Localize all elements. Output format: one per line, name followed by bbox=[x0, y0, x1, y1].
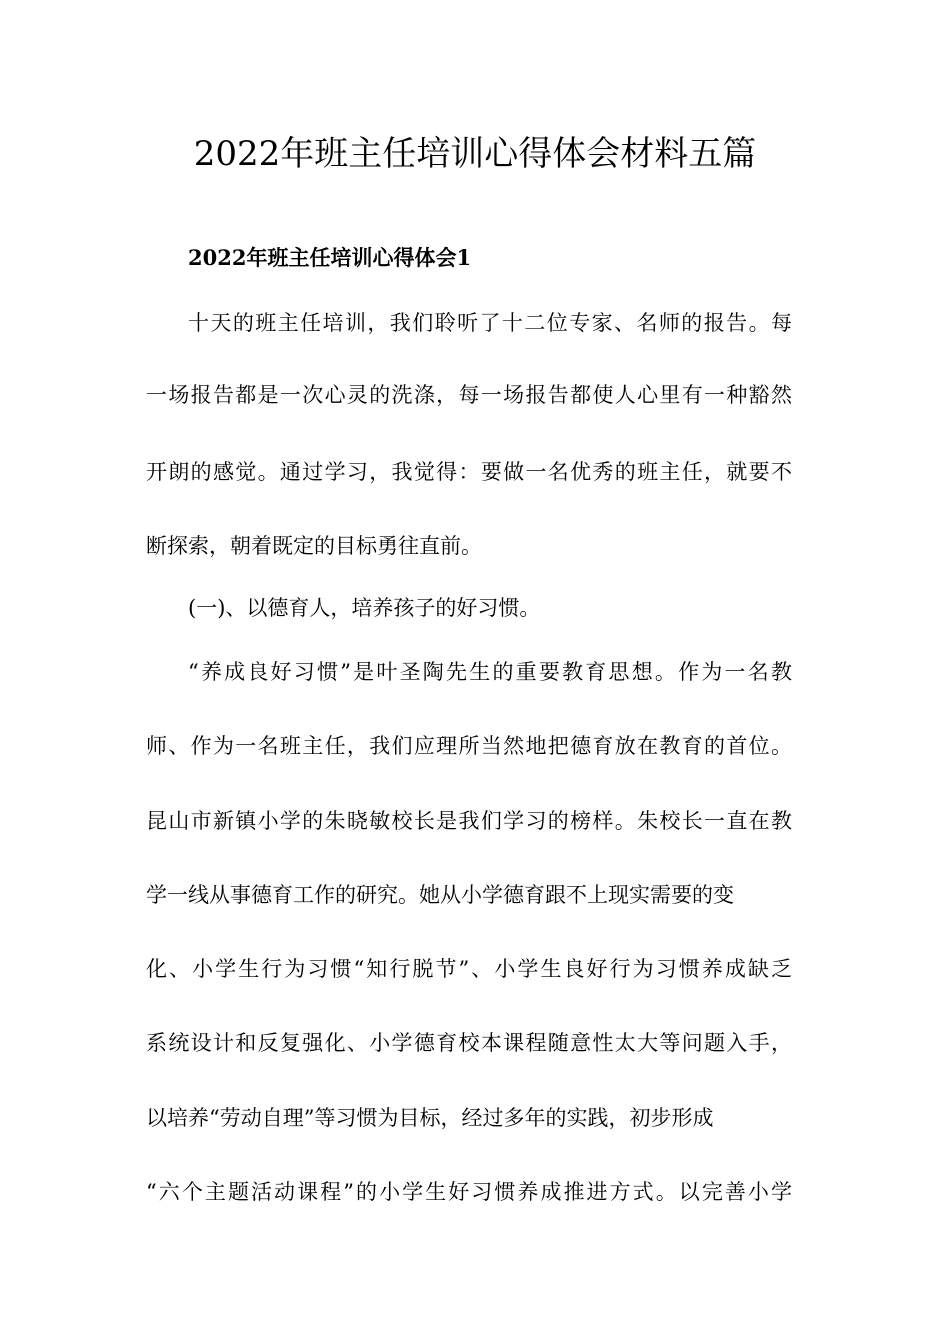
paragraph-line: “六个主题活动课程”的小学生好习惯养成推进方式。以完善小学 bbox=[146, 1180, 792, 1204]
paragraph-line: 开朗的感觉。通过学习，我觉得：要做一名优秀的班主任，就要不 bbox=[146, 460, 792, 484]
paragraph-line: 以培养“劳动自理”等习惯为目标，经过多年的实践，初步形成 bbox=[146, 1106, 714, 1130]
paragraph-line: 师、作为一名班主任，我们应理所当然地把德育放在教育的首位。 bbox=[146, 734, 792, 758]
paragraph-line: 化、小学生行为习惯“知行脱节”、小学生良好行为习惯养成缺乏 bbox=[146, 957, 792, 981]
paragraph-line: 学一线从事德育工作的研究。她从小学德育跟不上现实需要的变 bbox=[146, 883, 734, 907]
paragraph-line: 系统设计和反复强化、小学德育校本课程随意性太大等问题入手， bbox=[146, 1031, 792, 1055]
paragraph-line: “养成良好习惯”是叶圣陶先生的重要教育思想。作为一名教 bbox=[188, 660, 792, 684]
paragraph-line: 十天的班主任培训，我们聆听了十二位专家、名师的报告。每 bbox=[188, 311, 792, 335]
section-heading: 2022年班主任培训心得体会1 bbox=[188, 245, 472, 270]
paragraph-line: (一)、以德育人，培养孩子的好习惯。 bbox=[188, 596, 541, 620]
paragraph-line: 一场报告都是一次心灵的洗涤，每一场报告都使人心里有一种豁然 bbox=[146, 383, 792, 407]
paragraph-line: 昆山市新镇小学的朱晓敏校长是我们学习的榜样。朱校长一直在教 bbox=[146, 809, 792, 833]
paragraph-line: 断探索，朝着既定的目标勇往直前。 bbox=[146, 534, 482, 558]
document-title: 2022年班主任培训心得体会材料五篇 bbox=[193, 134, 757, 174]
